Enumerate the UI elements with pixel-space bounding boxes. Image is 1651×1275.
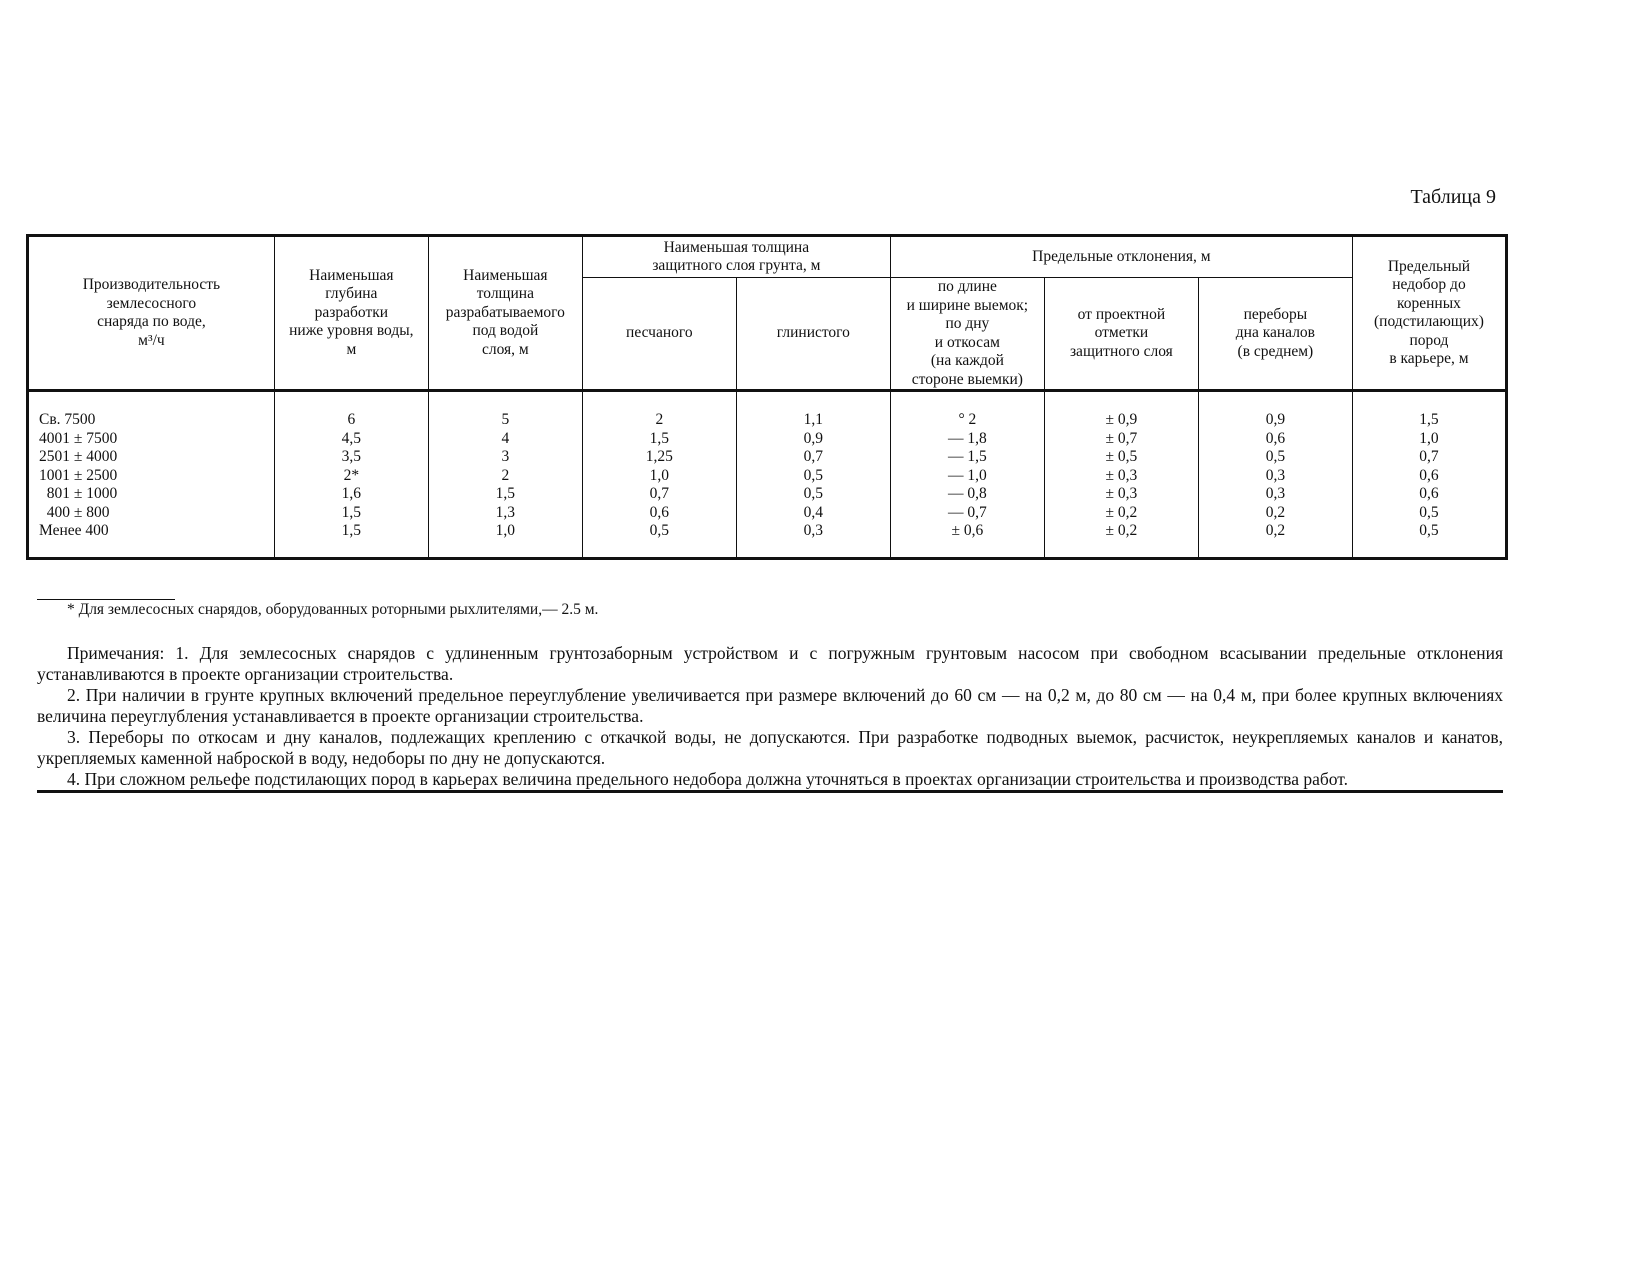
cell-line: 0,6 (1419, 466, 1439, 484)
cell-line: 1,5 (341, 522, 362, 539)
cell-line: коренных (1397, 294, 1461, 312)
cell-line: 400 ± 800 (39, 503, 110, 521)
cell-line: 0,5 (1419, 503, 1439, 521)
cell-line: по длине (937, 278, 997, 295)
cell-line: 0,2 (1265, 522, 1286, 539)
note-paragraph: 3. Переборы по откосам и дну каналов, подлежащих креплению с откачкой воды, не допускаются. При разработке подводных выемок, расчисток, неукрепляемых каналов и канатов, укрепляемых каменной наброской в воду, недоборы по дну не допускаются. (37, 727, 1503, 768)
cell-line: ± 0,3 (1105, 466, 1138, 484)
cell-line: Менее 400 (39, 522, 109, 539)
cell-line: 1,5 (1419, 411, 1439, 428)
cell-line: ± 0,5 (1105, 448, 1138, 465)
cell-line: — 1,0 (948, 466, 987, 484)
header-productivity (28, 236, 275, 391)
cell-line: пород (1409, 331, 1449, 349)
cell-line: 801 ± 1000 (39, 485, 118, 502)
header-underdig (1352, 236, 1506, 391)
cell-line: стороне выемки) (911, 370, 1023, 388)
cell-line: 2* (343, 466, 360, 484)
cell-line: ± 0,7 (1105, 429, 1138, 447)
cell-line: от проектной (1077, 305, 1166, 323)
cell-line: защитного слоя (1069, 342, 1173, 360)
cell-line: по дну (945, 315, 990, 332)
cell-line: ± 0,2 (1105, 503, 1138, 521)
cell-line: 2 (501, 466, 510, 484)
cell-line: 0,3 (803, 522, 824, 539)
header-protective-layer (582, 236, 890, 278)
cell-line: 4,5 (341, 429, 362, 447)
cell-line: 3 (501, 448, 510, 465)
cell-line: м³/ч (138, 331, 165, 349)
cell-line: 1,0 (649, 466, 670, 484)
cell-line: 1,25 (645, 448, 673, 465)
cell-line: 0,6 (1265, 429, 1286, 447)
cell-line: 0,3 (1265, 485, 1286, 502)
cell-line: 1,3 (495, 503, 516, 521)
column-sandy (582, 391, 736, 559)
cell-line: 0,4 (803, 503, 824, 521)
cell-line: 4001 ± 7500 (39, 429, 118, 447)
column-min-thickness (428, 391, 582, 559)
note-paragraph: Примечания: 1. Для землесосных снарядов с удлиненным грунтозаборным устройством и с погружным грунтовым насосом при свободном всасывании предельные отклонения устанавливаются в проекте организации строительства. (37, 643, 1503, 684)
footnote: * Для землесосных снарядов, оборудованных роторными рыхлителями,— 2.5 м. (67, 601, 599, 618)
header-min-thickness (428, 236, 582, 391)
cell-line: 5 (501, 411, 510, 428)
cell-line: 1,5 (495, 485, 516, 502)
cell-line: ± 0,6 (951, 522, 984, 539)
note-paragraph: 4. При сложном рельефе подстилающих пород в карьерах величина предельного недобора должна уточняться в проектах организации строительства и производства работ. (67, 769, 1349, 789)
cell-line: 1,0 (1419, 429, 1439, 447)
cell-line: — 1,8 (948, 429, 987, 447)
cell-line: м (346, 340, 357, 358)
cell-line: переборы (1243, 305, 1308, 323)
column-underdig (1352, 391, 1506, 559)
cell-line: — 1,5 (948, 448, 987, 465)
column-min-depth (274, 391, 428, 559)
header-deviations: Предельные отклонения, м (890, 236, 1352, 278)
cell-line: под водой (472, 322, 539, 340)
column-clayey (736, 391, 890, 559)
cell-line: 0,9 (1265, 411, 1286, 428)
bottom-rule (37, 790, 1503, 793)
cell-line: и ширине выемок; (906, 296, 1029, 314)
cell-line: Производительность (82, 276, 221, 293)
cell-line: (в среднем) (1237, 342, 1314, 360)
cell-line: 1,0 (495, 522, 516, 539)
cell-line: Наименьшая (463, 266, 548, 284)
cell-line: разрабатываемого (445, 303, 565, 321)
column-design-mark (1044, 391, 1198, 559)
header-clayey: глинистого (736, 278, 890, 391)
cell-line: 1,5 (649, 429, 670, 447)
cell-line: 2 (655, 411, 664, 428)
cell-line: снаряда по воде, (97, 313, 206, 330)
cell-line: (подстилающих) (1373, 313, 1484, 330)
header-sandy: песчаного (582, 278, 736, 391)
cell-line: ° 2 (958, 411, 977, 428)
cell-line: недобор до (1392, 276, 1466, 293)
cell-line: 0,3 (1265, 466, 1286, 484)
column-productivity (28, 391, 275, 559)
cell-line: ± 0,3 (1105, 485, 1138, 502)
cell-line: 0,5 (803, 485, 824, 502)
cell-line: Св. 7500 (39, 411, 96, 428)
cell-line: землесосного (106, 294, 197, 312)
header-design-mark (1044, 278, 1198, 391)
column-length-width (890, 391, 1044, 559)
cell-line: и откосам (934, 333, 1000, 351)
column-overdig (1198, 391, 1352, 559)
cell-line: глубина (325, 285, 378, 303)
cell-line: дна каналов (1235, 324, 1315, 342)
cell-line: — 0,7 (948, 503, 987, 521)
cell-line: 0,6 (649, 503, 670, 521)
cell-line: 0,6 (1419, 485, 1439, 502)
cell-line: отметки (1094, 324, 1149, 342)
header-min-depth (274, 236, 428, 391)
header-length-width (890, 278, 1044, 391)
cell-line: 1,1 (803, 411, 824, 428)
cell-line: в карьере, м (1389, 350, 1469, 367)
header-overdig (1198, 278, 1352, 391)
table-caption: Таблица 9 (1410, 186, 1496, 208)
cell-line: 1,6 (341, 485, 362, 502)
footnote-divider (37, 599, 175, 600)
cell-line: ниже уровня воды, (289, 322, 414, 340)
cell-line: 0,7 (649, 485, 670, 502)
cell-line: 2501 ± 4000 (39, 448, 118, 465)
cell-line: 1,5 (341, 503, 362, 521)
cell-line: ± 0,2 (1105, 522, 1138, 539)
cell-line: 0,5 (803, 466, 824, 484)
cell-line: слоя, м (481, 340, 529, 358)
cell-line: 0,5 (1419, 522, 1439, 539)
cell-line: 0,9 (803, 429, 824, 447)
cell-line: 0,2 (1265, 503, 1286, 521)
cell-line: — 0,8 (948, 485, 987, 502)
cell-line: 1001 ± 2500 (39, 466, 118, 484)
cell-line: Наименьшая толщина (663, 238, 810, 256)
cell-line: разработки (314, 303, 389, 321)
cell-line: 0,7 (1419, 448, 1439, 465)
cell-line: 6 (347, 411, 356, 428)
cell-line: 0,5 (1265, 448, 1286, 465)
tolerance-table (26, 234, 1508, 560)
cell-line: 3,5 (341, 448, 362, 465)
notes (37, 643, 1503, 790)
cell-line: Наименьшая (309, 266, 394, 284)
cell-line: защитного слоя грунта, м (652, 257, 821, 274)
cell-line: 4 (501, 429, 510, 447)
cell-line: ± 0,9 (1105, 411, 1138, 428)
cell-line: Предельный (1387, 257, 1471, 275)
note-paragraph: 2. При наличии в грунте крупных включений предельное переуглубление увеличивается при размере включений до 60 см — на 0,2 м, до 80 см — на 0,4 м, при более крупных включениях величина переуглубления устанавливается в проекте организации строительства. (37, 685, 1503, 726)
cell-line: 0,7 (803, 448, 824, 465)
cell-line: (на каждой (930, 352, 1004, 369)
cell-line: 0,5 (649, 522, 670, 539)
cell-line: толщина (476, 285, 534, 303)
